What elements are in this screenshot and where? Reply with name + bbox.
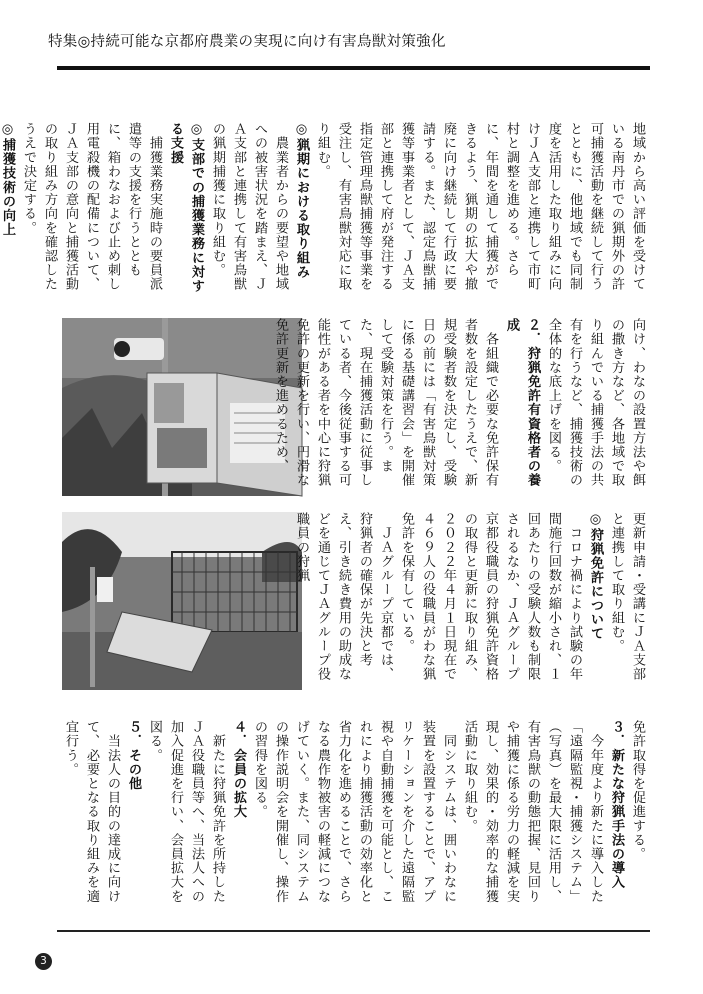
control-box-photo-image xyxy=(62,318,302,496)
paragraph: 今年度より新たに導入した「遠隔監視・捕獲システム」（写真）を最大限に活用し、有害鳥獣の動態把握、見回りや捕獲に係る労力の軽減を実現し、効果的・効率的な捕獲活動に取り組む。 xyxy=(462,720,603,904)
section-heading: ◎狩猟免許について xyxy=(588,512,603,641)
text-column-4 xyxy=(62,720,648,915)
footer-rule xyxy=(57,930,650,932)
paragraph: ＪＡグループ京都では、狩猟者の確保が先決と考え、引き続き費用の助成などを通じてＪＡグループ役職員の狩猟 xyxy=(294,512,393,682)
section-heading: ２．狩猟免許有資格者の養成 xyxy=(504,318,540,488)
section-heading: ◎猟期における取り組み xyxy=(294,122,309,279)
paragraph: 向け、わなの設置方法や餌の撒き方など、各地域で取り組んでいる捕獲手法の共有を行うなど、捕獲技術の全体的な底上げを図る。 xyxy=(546,318,645,488)
text-column-2 xyxy=(273,318,648,496)
text-column-3 xyxy=(294,512,648,690)
paragraph: 捕獲業務実施時の要員派遣等の支援を行うとともに、箱わなおよび止め刺し用電殺機の配備について、ＪＡ支部の意向と捕獲活動の取り組み方向を確認したうえで決定する。 xyxy=(21,122,162,292)
section-heading: ５．その他 xyxy=(126,720,141,791)
text-column-1 xyxy=(0,122,648,300)
cage-trap-photo xyxy=(62,512,302,690)
page-number: 3 xyxy=(35,953,52,970)
section-heading: ４．会員の拡大 xyxy=(231,720,246,819)
paragraph: 地域から高い評価を受けている南丹市での猟期外の許可捕獲活動を継続して行うとともに、他地域でも同制度を活用した取り組みに向けＪＡ支部と連携して市町村と調整を進める。さらに、年間を通して捕獲ができるよう、猟期の拡大や撤廃に向け継続して行政に要請する。また、認定鳥獣捕獲等事業者として、ＪＡ支部と連携して府が発注する指定管理鳥獣捕獲等事業を受注し、有害鳥獣対応に取り組む。 xyxy=(315,122,645,292)
page-header-title: 特集◎持続可能な京都府農業の実現に向け有害鳥獣対策強化 xyxy=(48,34,446,50)
cage-trap-photo-image xyxy=(62,512,302,690)
section-heading: ◎捕獲技術の向上 xyxy=(0,122,15,237)
paragraph: 更新申請・受講にＪＡ支部と連携して取り組む。 xyxy=(609,512,645,682)
paragraph: 各組織で必要な免許保有者数を設定したうえで、新規受験者数を決定し、受験日の前には「有害鳥獣対策に係る基礎講習会」を開催して受験対策を行う。また、現在捕獲活動に従事している者、今後従事する可能性がある者を中心に狩猟免許の更新を行い、円滑な免許更新を進めるため、 xyxy=(273,318,498,488)
paragraph: 当法人の目的の達成に向けて、必要となる取り組みを適宜行う。 xyxy=(63,720,120,904)
paragraph: コロナ禍により試験の年間施行回数が縮小され、１回あたりの受験人数も制限されるなか、ＪＡグループ京都役職員の狩猟免許資格の取得と更新に取り組み、２０２２年４月１日現在で４６９人の役職員がわな猟免許を保有している。 xyxy=(399,512,582,682)
control-box-photo xyxy=(62,318,302,496)
paragraph: 農業者からの要望や地域への被害状況を踏まえ、ＪＡ支部と連携して有害鳥獣の猟期捕獲に取り組む。 xyxy=(210,122,288,292)
header-rule xyxy=(57,66,650,70)
section-heading: ３．新たな狩猟手法の導入 xyxy=(609,720,624,890)
paragraph: 同システムは、囲いわなに装置を設置することで、アプリケーションを介した遠隔監視や自動捕獲を可能とし、これにより捕獲活動の効率化と省力化を進めることで、さらなる農作物被害の軽減につなげていく。また、同システムの操作説明会を開催し、操作の習得を図る。 xyxy=(252,720,456,904)
paragraph: 新たに狩猟免許を所持したＪＡ役職員等へ、当法人への加入促進を行い、会員拡大を図る。 xyxy=(147,720,225,904)
section-heading: ◎支部での捕獲業務に対する支援 xyxy=(168,122,204,293)
paragraph: 免許取得を促進する。 xyxy=(630,720,645,861)
